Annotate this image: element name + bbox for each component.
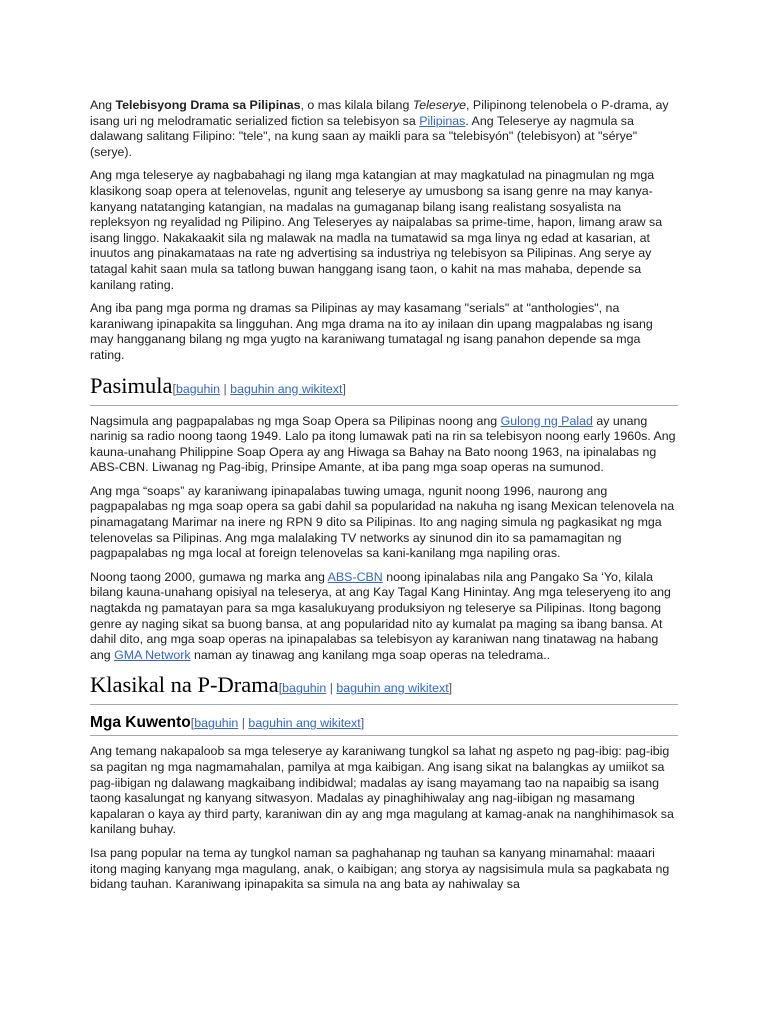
separator: | (326, 681, 337, 696)
edit-link[interactable]: baguhin (175, 381, 221, 396)
link-abs-cbn[interactable]: ABS-CBN (327, 569, 383, 584)
section-heading-klasikal (90, 671, 678, 705)
text: Ang (90, 98, 116, 112)
kuwento-paragraph-2: Isa pang popular na tema ay tungkol naman sa paghahanap ng tauhan sa kanyang minamahal: maaari itong maging kanyang mga magulang, anak, o kaibigan; ang storya ay nagsisimula mula sa pagkabata ng bidang tauhan. Karaniwang ipinapakita sa simula na ang bata ay nahiwalay sa (90, 845, 670, 892)
section-title: Klasikal na P-Drama (90, 672, 279, 698)
pasimula-paragraph-3 (90, 570, 678, 664)
bracket: [ (278, 681, 283, 696)
section-heading-pasimula (90, 372, 678, 406)
kuwento-paragraph-1: Ang temang nakapaloob sa mga teleserye ay karaniwang tungkol sa lahat ng aspeto ng pag-ibig: pag-ibig sa pagitan ng mga nagmamahalan, pamilya at mga kaibigan. Ang isang sikat na balangkas ay umiikot sa pag-iibigan ng dalawang magkaibang indibidwal; madalas ay isang mayamang tao na napaibig sa isang taong kasalungat ng kanyang sitwasyon. Madalas ay pinaghihiwalay ang nag-iibigan ng masamang kapalaran o kaya ay third party, karaniwan din ay ang mga magulang at kamag-anak na nanghihimasok sa kanilang buhay. (90, 744, 674, 837)
edit-link[interactable]: baguhin (194, 716, 239, 731)
text: Noong taong 2000, gumawa ng marka ang (90, 569, 328, 584)
bracket: [ (190, 716, 195, 731)
separator: | (238, 716, 249, 731)
edit-section-links (191, 716, 364, 730)
bracket: ] (342, 381, 346, 396)
bracket: ] (448, 681, 453, 696)
text: , o mas kilala bilang (300, 98, 413, 112)
subsection-heading-mga-kuwento (90, 713, 678, 736)
link-gulong-ng-palad[interactable]: Gulong ng Palad (500, 413, 593, 428)
section-title: Pasimula (90, 372, 173, 398)
edit-link[interactable]: baguhin (282, 681, 327, 696)
edit-source-link[interactable]: baguhin ang wikitext (248, 716, 361, 731)
edit-source-link[interactable]: baguhin ang wikitext (336, 681, 449, 696)
text: Nagsimula ang pagpapalabas ng mga Soap Opera sa Pilipinas noong ang (90, 413, 501, 428)
link-gma-network[interactable]: GMA Network (114, 647, 191, 662)
separator: | (220, 381, 231, 396)
text: noong ipinalabas nila ang Pangako Sa ‘Yo, kilala bilang kauna-unahang opisiyal na teleserya, at ang Kay Tagal Kang Hinintay. Ang mga teleseryeng ito ang nagtakda ng pamatayan para sa mga kasalukuyang produksiyon ng teleserye sa Pilipinas. Itong bagong genre ay naging sikat sa buong bansa, at ang popularidad nito ay kumalat pa maging sa ibang bansa. At dahil dito, ang mga soap operas na ipinapalabas sa telebisyon ay karaniwan nang tinatawag na habang ang (90, 569, 671, 662)
text: , Pilipinong telenobela o P-drama, ay isang uri ng melodramatic serialized fiction sa telebisyon sa (90, 98, 669, 128)
text: naman ay tinawag ang kanilang mga soap operas na teledrama.. (190, 647, 551, 662)
subsection-title: Mga Kuwento (90, 714, 191, 732)
edit-section-links (173, 382, 346, 396)
edit-section-links (279, 681, 452, 695)
text: ay unang narinig sa radio noong taong 1949. Lalo pa itong lumawak pati na rin sa telebisyon noong early 1960s. Ang kauna-unahang Philippine Soap Opera ay ang Hiwaga sa Bahay na Bato noong 1963, na ipinalabas ng ABS-CBN. Liwanag ng Pag-ibig, Prinsipe Amante, at iba pang mga soap operas na sumunod. (90, 413, 676, 475)
intro-paragraph-3: Ang iba pang mga porma ng dramas sa Pilipinas ay may kasamang "serials" at "anthologies", na karaniwang ipinapakita sa lingguhan. Ang mga drama na ito ay inilaan din upang magpalabas ng isang may hangganang bilang ng mga yugto na karaniwang tumatagal ng isang panahon depende sa mga rating. (90, 301, 653, 362)
intro-paragraph-1 (90, 98, 678, 160)
article-body (90, 98, 678, 901)
bracket: [ (172, 381, 176, 396)
link-pilipinas[interactable]: Pilipinas (419, 113, 466, 128)
bracket: ] (360, 716, 365, 731)
article-subject: Telebisyong Drama sa Pilipinas (115, 98, 301, 112)
edit-source-link[interactable]: baguhin ang wikitext (230, 381, 343, 396)
term-teleserye: Teleserye (412, 98, 467, 112)
text: . Ang Teleserye ay nagmula sa dalawang salitang Filipino: "tele", na kung saan ay maikli para sa "telebisyón" (telebisyon) at "sérye" (serye). (90, 113, 638, 159)
intro-paragraph-2: Ang mga teleserye ay nagbabahagi ng ilang mga katangian at may magkatulad na pinagmulan ng mga klasikong soap opera at telenovelas, ngunit ang teleserye ay umusbong sa isang genre na may kanya-kanyang natatanging katangian, na madalas na gumaganap bilang isang realistang sosyalista na repleksyon ng reyalidad ng Pilipino. Ang Teleseryes ay naipalabas sa prime-time, hapon, limang araw sa isang linggo. Nakakaakit sila ng malawak na madla na tumatawid sa mga linya ng edad at kasarian, at inuutos ang pinakamataas na rate ng advertising sa industriya ng telebisyon sa Pilipinas. Ang serye ay tatagal kahit saan mula sa tatlong buwan hanggang isang taon, o kahit na mas mahaba, depende sa kanilang rating. (90, 168, 663, 292)
pasimula-paragraph-1 (90, 414, 678, 476)
pasimula-paragraph-2: Ang mga “soaps” ay karaniwang ipinapalabas tuwing umaga, ngunit noong 1996, naurong ang pagpapalabas ng mga soap opera sa gabi dahil sa popularidad na nakuha ng isang Mexican telenovela na pinamagatang Marimar na inere ng RPN 9 dito sa Pilipinas. Ito ang naging simula ng pagkasikat ng mga telenovelas sa Pilipinas. Ang mga malalaking TV networks ay sinunod din ito sa pamamagitan ng pagpapalabas ng mga local at foreign telenovelas sa kani-kanilang mga napiling oras. (90, 483, 675, 561)
